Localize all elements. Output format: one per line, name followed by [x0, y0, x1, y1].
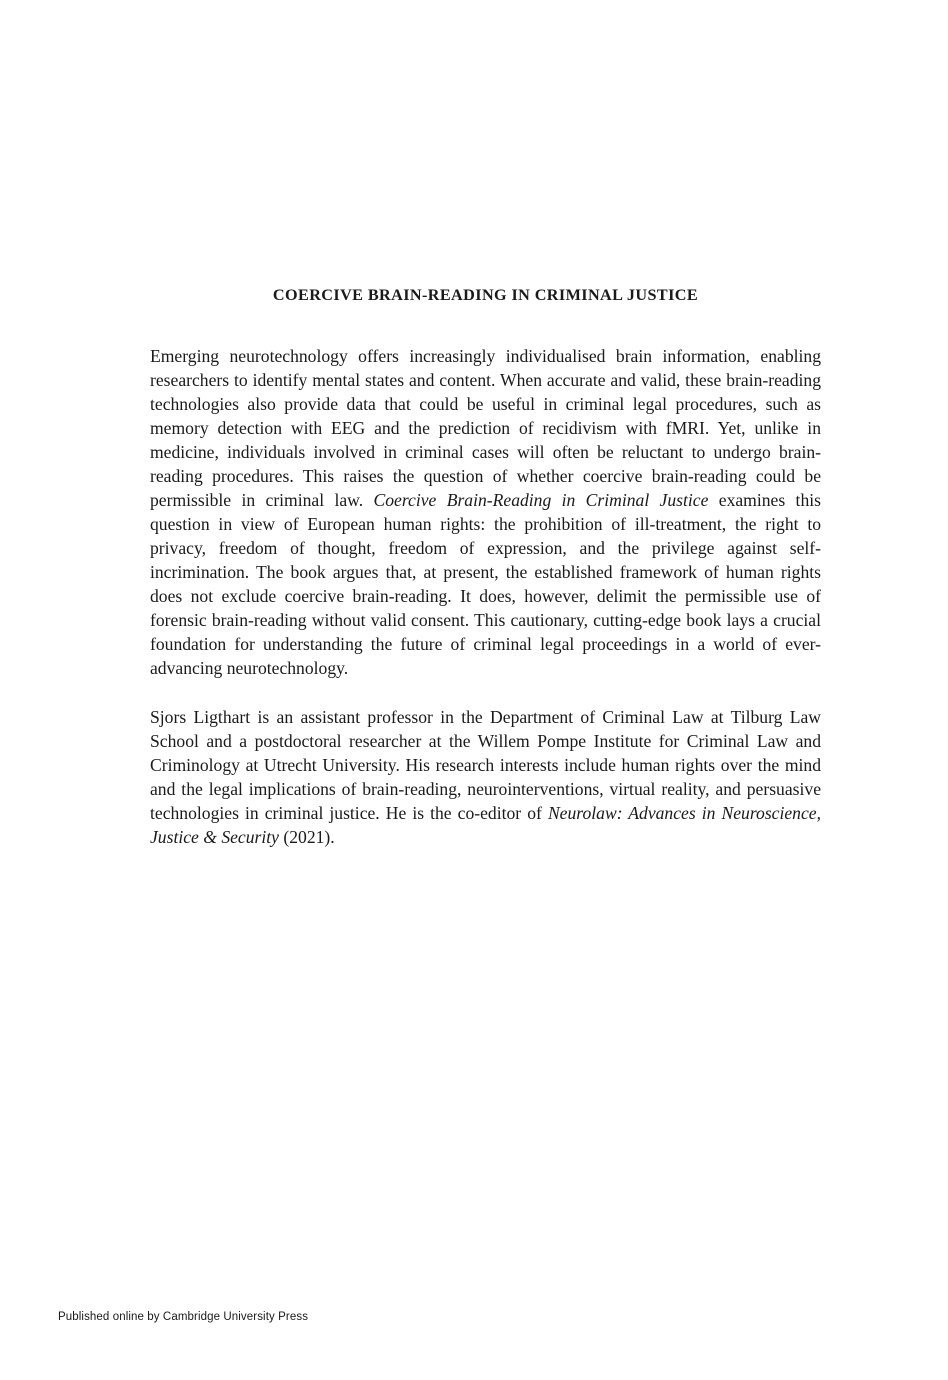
bio-book-title: Neurolaw: Advances in Neuroscience, Justice & Security — [150, 803, 821, 847]
publisher-footer: Published online by Cambridge University Press — [58, 1311, 309, 1323]
description-book-title: Coercive Brain-Reading in Criminal Justice — [373, 490, 709, 510]
description-text-part-2: examines this question in view of European human rights: the prohibition of ill-treatment, the right to privacy, freedom of thought, freedom of expression, and the privilege against self-incrimination. The book argues that, at present, the established framework of human rights does not exclude coercive brain-reading. It does, however, delimit the permissible use of forensic brain-reading without valid consent. This cautionary, cutting-edge book lays a crucial foundation for understanding the future of criminal legal proceedings in a world of ever-advancing neurotechnology. — [150, 490, 821, 678]
bio-text-part-1: Sjors Ligthart is an assistant professor in the Department of Criminal Law at Tilburg Law School and a postdoctoral researcher at the Willem Pompe Institute for Criminal Law and Criminology at Utrecht University. His research interests include human rights over the mind and the legal implications of brain-reading, neurointerventions, virtual reality, and persuasive technologies in criminal justice. He is the co-editor of — [150, 707, 821, 823]
book-description — [150, 344, 821, 680]
author-bio — [150, 705, 821, 849]
page-title: COERCIVE BRAIN-READING IN CRIMINAL JUSTICE — [272, 286, 699, 304]
description-text-part-1: Emerging neurotechnology offers increasingly individualised brain information, enabling researchers to identify mental states and content. When accurate and valid, these brain-reading technologies also provide data that could be useful in criminal legal procedures, such as memory detection with EEG and the prediction of recidivism with fMRI. Yet, unlike in medicine, individuals involved in criminal cases will often be reluctant to undergo brain-reading procedures. This raises the question of whether coercive brain-reading could be permissible in criminal law. — [150, 346, 821, 510]
bio-text-part-2: (2021). — [283, 827, 335, 847]
